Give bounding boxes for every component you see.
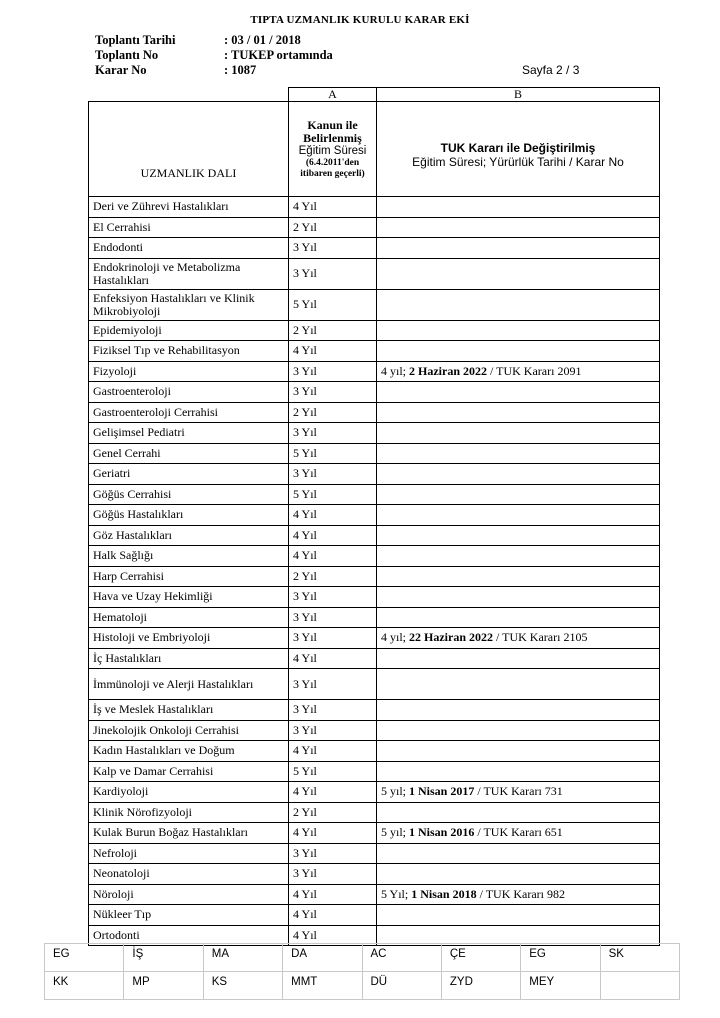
tuk-change: [377, 505, 660, 526]
table-row: [89, 669, 660, 700]
legal-duration: 5 Yıl: [289, 761, 377, 782]
table-row: [89, 607, 660, 628]
header-a-line1: Kanun ile: [307, 117, 358, 132]
tuk-decision-no: / TUK Kararı 2105: [493, 630, 588, 645]
specialty-name: İç Hastalıkları: [89, 648, 289, 669]
initials-row: [45, 944, 680, 972]
legal-duration: 3 Yıl: [289, 720, 377, 741]
tuk-change: [377, 361, 660, 382]
tuk-effective-date: 1 Nisan 2017: [409, 784, 475, 799]
specialty-name: İmmünoloji ve Alerji Hastalıkları: [89, 669, 289, 700]
legal-duration: 3 Yıl: [289, 382, 377, 403]
tuk-decision-no: / TUK Kararı 731: [474, 784, 563, 799]
tuk-change: [377, 628, 660, 649]
tuk-change: [377, 802, 660, 823]
table-row: [89, 402, 660, 423]
tuk-change: [377, 423, 660, 444]
specialty-name: Hematoloji: [89, 607, 289, 628]
legal-duration: 4 Yıl: [289, 741, 377, 762]
legal-duration: 2 Yıl: [289, 402, 377, 423]
legal-duration: 3 Yıl: [289, 843, 377, 864]
table-row: [89, 382, 660, 403]
tuk-decision-no: / TUK Kararı 982: [476, 886, 566, 901]
table-row: [89, 443, 660, 464]
legal-duration: 4 Yıl: [289, 905, 377, 926]
initials-cell: EG: [45, 944, 124, 972]
specialty-name: Deri ve Zührevi Hastalıkları: [89, 197, 289, 218]
legal-duration: 4 Yıl: [289, 525, 377, 546]
header-a-line4: (6.4.2011'den: [305, 157, 360, 168]
header-tuk-change: [377, 102, 660, 197]
table-row: [89, 761, 660, 782]
legal-duration: 4 Yıl: [289, 823, 377, 844]
tuk-new-duration: 5 yıl;: [381, 825, 410, 840]
table-row: [89, 843, 660, 864]
initials-cell: [600, 972, 679, 1000]
header-legal-duration: [289, 102, 377, 197]
tuk-change: [377, 258, 660, 289]
tuk-new-duration: 5 yıl;: [381, 784, 410, 799]
tuk-change: [377, 864, 660, 885]
specialty-name: Kardiyoloji: [89, 782, 289, 803]
tuk-change: [377, 761, 660, 782]
table-row: [89, 197, 660, 218]
legal-duration: 4 Yıl: [289, 648, 377, 669]
table-row: [89, 341, 660, 362]
decision-no-value: : 1087: [224, 63, 257, 77]
initials-row: [45, 972, 680, 1000]
column-a-letter: A: [289, 88, 377, 102]
table-row: [89, 864, 660, 885]
specialty-name: Gelişimsel Pediatri: [89, 423, 289, 444]
specialty-name: Fiziksel Tıp ve Rehabilitasyon: [89, 341, 289, 362]
legal-duration: 4 Yıl: [289, 782, 377, 803]
meeting-info: [95, 33, 333, 78]
tuk-change: [377, 566, 660, 587]
table-row: [89, 700, 660, 721]
legal-duration: 5 Yıl: [289, 289, 377, 320]
specialty-name: Halk Sağlığı: [89, 546, 289, 567]
tuk-change: [377, 197, 660, 218]
table-row: [89, 823, 660, 844]
initials-cell: İŞ: [124, 944, 203, 972]
initials-cell: MA: [203, 944, 282, 972]
table-row: [89, 505, 660, 526]
column-letters-row: [89, 88, 660, 102]
tuk-change: [377, 217, 660, 238]
specialty-name: Hava ve Uzay Hekimliği: [89, 587, 289, 608]
column-b-letter: B: [377, 88, 660, 102]
tuk-change: [377, 525, 660, 546]
tuk-change: [377, 607, 660, 628]
header-a-line2: Belirlenmiş: [303, 130, 362, 145]
initials-cell: KS: [203, 972, 282, 1000]
table-row: [89, 464, 660, 485]
initials-grid: [44, 943, 680, 1000]
legal-duration: 4 Yıl: [289, 197, 377, 218]
table-row: [89, 741, 660, 762]
tuk-change: [377, 587, 660, 608]
tuk-change: [377, 289, 660, 320]
initials-cell: ZYD: [441, 972, 520, 1000]
meeting-no-value: : TUKEP ortamında: [224, 48, 333, 62]
legal-duration: 2 Yıl: [289, 566, 377, 587]
tuk-change: [377, 741, 660, 762]
specialty-name: Gastroenteroloji: [89, 382, 289, 403]
specialty-name: Nükleer Tıp: [89, 905, 289, 926]
specialty-name: Ortodonti: [89, 925, 289, 946]
initials-cell: MMT: [283, 972, 362, 1000]
specialty-name: Neonatoloji: [89, 864, 289, 885]
legal-duration: 3 Yıl: [289, 258, 377, 289]
initials-cell: MP: [124, 972, 203, 1000]
table-row: [89, 361, 660, 382]
tuk-effective-date: 1 Nisan 2018: [411, 886, 477, 901]
header-b-line1: TUK Kararı ile Değiştirilmiş: [440, 141, 596, 155]
legal-duration: 3 Yıl: [289, 628, 377, 649]
legal-duration: 3 Yıl: [289, 423, 377, 444]
table-row: [89, 423, 660, 444]
legal-duration: 2 Yıl: [289, 802, 377, 823]
legal-duration: 4 Yıl: [289, 925, 377, 946]
specialty-name: Kalp ve Damar Cerrahisi: [89, 761, 289, 782]
legal-duration: 4 Yıl: [289, 884, 377, 905]
page-number: Sayfa 2 / 3: [522, 63, 580, 77]
meeting-date-value: : 03 / 01 / 2018: [224, 33, 301, 47]
legal-duration: 3 Yıl: [289, 700, 377, 721]
table-row: [89, 566, 660, 587]
table-row: [89, 238, 660, 259]
tuk-new-duration: 4 yıl;: [381, 363, 410, 378]
tuk-change: [377, 843, 660, 864]
specialty-name: Fizyoloji: [89, 361, 289, 382]
specialty-name: Nöroloji: [89, 884, 289, 905]
initials-cell: AC: [362, 944, 441, 972]
table-row: [89, 546, 660, 567]
tuk-change: [377, 884, 660, 905]
table-row: [89, 587, 660, 608]
tuk-change: [377, 484, 660, 505]
specialty-name: Nefroloji: [89, 843, 289, 864]
meeting-no-label: Toplantı No: [95, 48, 159, 62]
specialty-name: Endodonti: [89, 238, 289, 259]
header-a-line5: itibaren geçerli): [300, 168, 365, 179]
legal-duration: 3 Yıl: [289, 587, 377, 608]
specialty-name: Genel Cerrahi: [89, 443, 289, 464]
meeting-no-row: [95, 48, 333, 63]
specialty-name: Enfeksiyon Hastalıkları ve Klinik Mikrobiyoloji: [89, 289, 289, 320]
legal-duration: 4 Yıl: [289, 546, 377, 567]
table-row: [89, 217, 660, 238]
legal-duration: 5 Yıl: [289, 484, 377, 505]
tuk-change: [377, 905, 660, 926]
specialty-name: El Cerrahisi: [89, 217, 289, 238]
legal-duration: 3 Yıl: [289, 864, 377, 885]
header-specialty: UZMANLIK DALI: [89, 102, 289, 197]
tuk-effective-date: 1 Nisan 2016: [409, 825, 475, 840]
initials-cell: ÇE: [441, 944, 520, 972]
tuk-decision-no: / TUK Kararı 651: [474, 825, 563, 840]
legal-duration: 2 Yıl: [289, 320, 377, 341]
legal-duration: 3 Yıl: [289, 669, 377, 700]
specialty-name: Göz Hastalıkları: [89, 525, 289, 546]
meeting-date-row: [95, 33, 333, 48]
table-row: [89, 628, 660, 649]
tuk-new-duration: 4 yıl;: [381, 630, 410, 645]
header-a-line3: Eğitim Süresi: [298, 144, 367, 157]
legal-duration: 3 Yıl: [289, 238, 377, 259]
legal-duration: 3 Yıl: [289, 607, 377, 628]
table-row: [89, 484, 660, 505]
initials-cell: DÜ: [362, 972, 441, 1000]
document-title: TIPTA UZMANLIK KURULU KARAR EKİ: [250, 14, 470, 26]
decision-no-label: Karar No: [95, 63, 147, 77]
specialty-name: Endokrinoloji ve Metabolizma Hastalıkları: [89, 258, 289, 289]
legal-duration: 4 Yıl: [289, 505, 377, 526]
meeting-date-label: Toplantı Tarihi: [95, 33, 176, 47]
tuk-change: [377, 464, 660, 485]
tuk-change: [377, 782, 660, 803]
table-row: [89, 720, 660, 741]
legal-duration: 4 Yıl: [289, 341, 377, 362]
initials-cell: EG: [521, 944, 600, 972]
tuk-effective-date: 22 Haziran 2022: [409, 630, 494, 645]
initials-cell: MEY: [521, 972, 600, 1000]
specialty-table: [88, 87, 660, 946]
tuk-change: [377, 382, 660, 403]
specialty-name: Klinik Nörofizyoloji: [89, 802, 289, 823]
specialty-name: Histoloji ve Embriyoloji: [89, 628, 289, 649]
specialty-name: Kulak Burun Boğaz Hastalıkları: [89, 823, 289, 844]
initials-cell: DA: [283, 944, 362, 972]
specialty-name: Harp Cerrahisi: [89, 566, 289, 587]
tuk-change: [377, 700, 660, 721]
table-row: [89, 802, 660, 823]
tuk-change: [377, 648, 660, 669]
table-row: [89, 884, 660, 905]
legal-duration: 5 Yıl: [289, 443, 377, 464]
specialty-name: Kadın Hastalıkları ve Doğum: [89, 741, 289, 762]
tuk-change: [377, 669, 660, 700]
header-row: [89, 102, 660, 197]
tuk-change: [377, 443, 660, 464]
decision-no-row: [95, 63, 333, 78]
table-row: [89, 258, 660, 289]
specialty-name: Gastroenteroloji Cerrahisi: [89, 402, 289, 423]
table-row: [89, 289, 660, 320]
specialty-name: Geriatri: [89, 464, 289, 485]
legal-duration: 3 Yıl: [289, 361, 377, 382]
specialty-name: Jinekolojik Onkoloji Cerrahisi: [89, 720, 289, 741]
corner-cell: [89, 88, 289, 102]
legal-duration: 3 Yıl: [289, 464, 377, 485]
table-row: [89, 905, 660, 926]
legal-duration: 2 Yıl: [289, 217, 377, 238]
specialty-name: Epidemiyoloji: [89, 320, 289, 341]
tuk-effective-date: 2 Haziran 2022: [409, 363, 488, 378]
tuk-new-duration: 5 Yıl;: [381, 886, 412, 901]
tuk-change: [377, 238, 660, 259]
tuk-change: [377, 320, 660, 341]
specialty-name: İş ve Meslek Hastalıkları: [89, 700, 289, 721]
initials-cell: SK: [600, 944, 679, 972]
header-b-line2: Eğitim Süresi; Yürürlük Tarihi / Karar No: [412, 155, 624, 169]
table-row: [89, 320, 660, 341]
table-row: [89, 525, 660, 546]
tuk-change: [377, 720, 660, 741]
table-row: [89, 782, 660, 803]
tuk-change: [377, 402, 660, 423]
specialty-name: Göğüs Cerrahisi: [89, 484, 289, 505]
tuk-change: [377, 823, 660, 844]
initials-cell: KK: [45, 972, 124, 1000]
table-row: [89, 648, 660, 669]
tuk-change: [377, 546, 660, 567]
tuk-change: [377, 341, 660, 362]
specialty-name: Göğüs Hastalıkları: [89, 505, 289, 526]
tuk-decision-no: / TUK Kararı 2091: [487, 363, 582, 378]
